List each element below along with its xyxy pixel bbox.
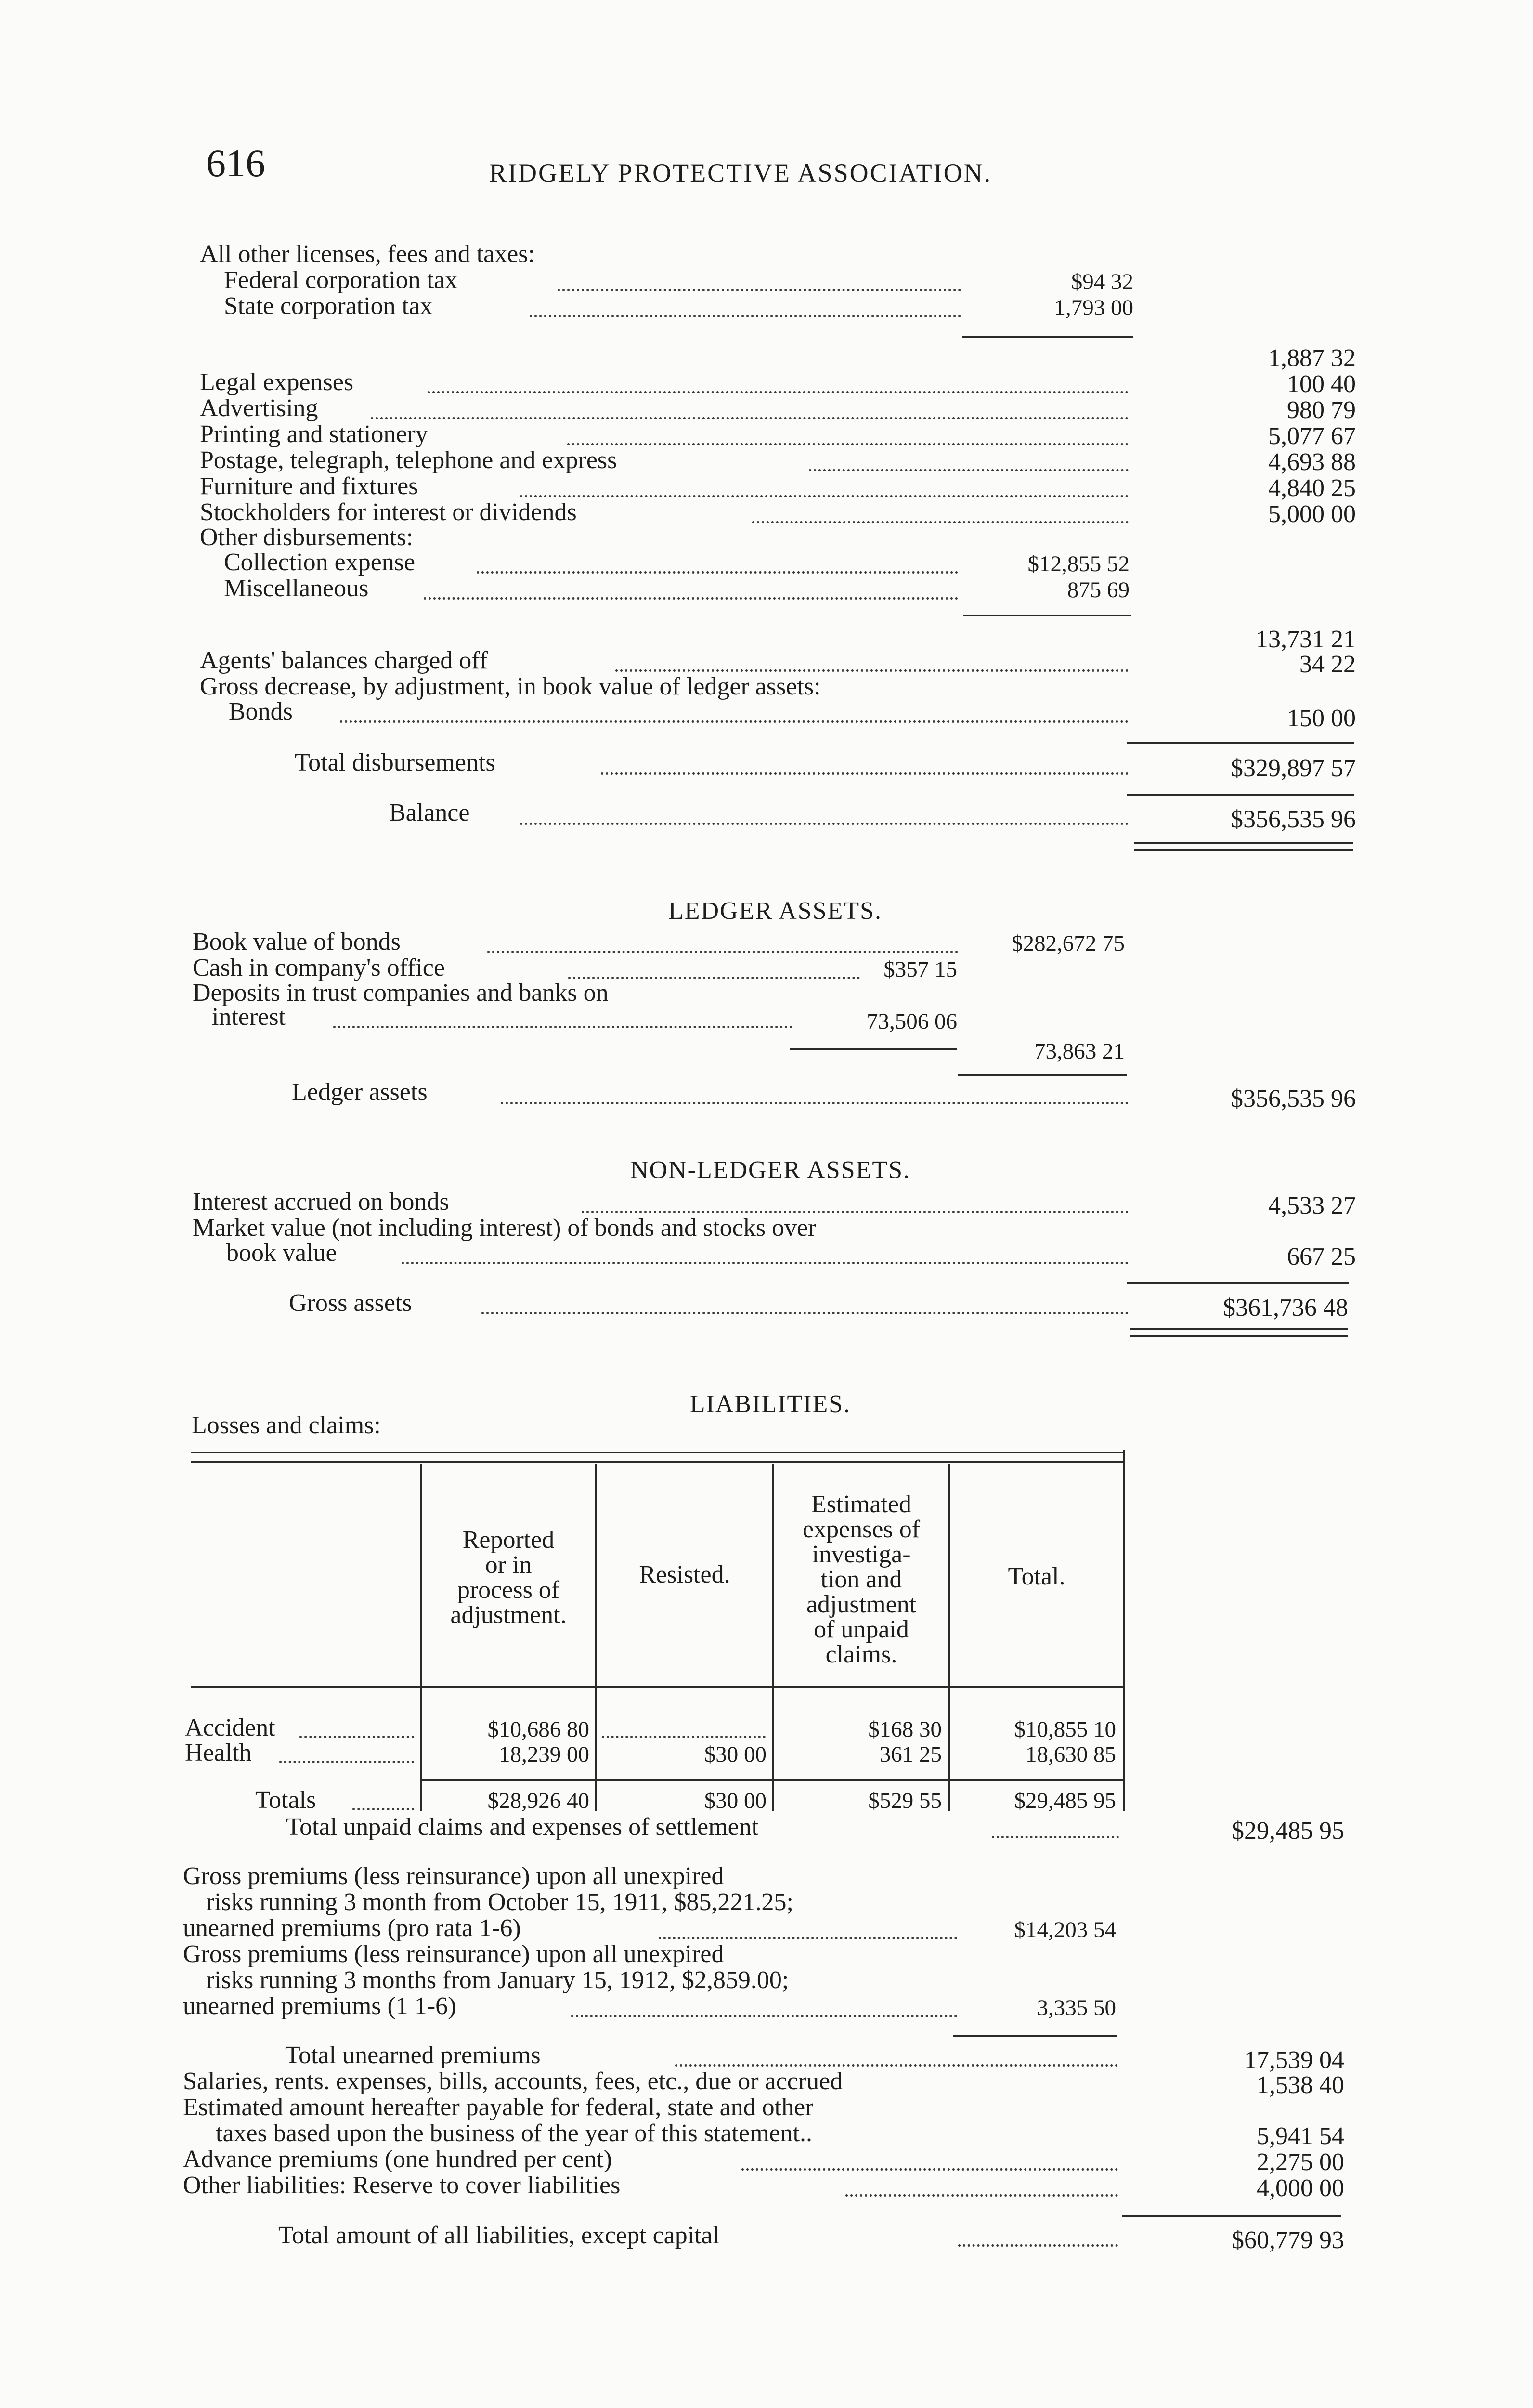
column-divider	[1123, 1450, 1125, 1811]
misc-label: Miscellaneous	[224, 575, 369, 602]
interest-accrued-label: Interest accrued on bonds	[193, 1188, 449, 1216]
furniture-label: Furniture and fixtures	[200, 472, 418, 500]
leader-dots	[520, 495, 1129, 497]
deposits-label-1: Deposits in trust companies and banks on	[193, 979, 609, 1007]
leader-dots	[582, 1211, 1129, 1213]
salaries-value: 1,538 40	[1257, 2071, 1344, 2099]
other-total: 13,731 21	[1256, 626, 1356, 653]
agents-label: Agents' balances charged off	[200, 647, 488, 674]
federal-tax-value: $94 32	[1071, 269, 1133, 294]
leader-dots	[571, 2015, 957, 2017]
gross-premiums-2-line-3: unearned premiums (1 1-6)	[183, 1992, 456, 2020]
printing-label: Printing and stationery	[200, 420, 428, 448]
gross-premiums-2-line-2: risks running 3 months from January 15, 1912, $2,859.00;	[206, 1966, 789, 1994]
cell-resisted: $30 00	[704, 1742, 766, 1767]
bonds-value: 150 00	[1287, 705, 1356, 732]
leader-dots	[481, 1312, 1129, 1314]
advertising-label: Advertising	[200, 394, 318, 422]
market-value-label-1: Market value (not including interest) of bonds and stocks over	[193, 1214, 817, 1242]
rule	[958, 1074, 1127, 1076]
total-liabilities-label: Total amount of all liabilities, except capital	[278, 2222, 720, 2249]
rule	[191, 1452, 1123, 1453]
postage-value: 4,693 88	[1268, 448, 1356, 476]
losses-label: Losses and claims:	[192, 1412, 381, 1439]
gross-assets-value: $361,736 48	[1223, 1294, 1348, 1322]
column-divider	[420, 1464, 422, 1811]
unpaid-claims-label: Total unpaid claims and expenses of settlement	[286, 1813, 759, 1841]
federal-tax-label: Federal corporation tax	[224, 266, 458, 294]
balance-label: Balance	[389, 799, 470, 826]
leader-dots	[477, 571, 958, 574]
licenses-total: 1,887 32	[1268, 344, 1356, 372]
rule	[1130, 1335, 1348, 1337]
collection-label: Collection expense	[224, 549, 416, 576]
rule	[1134, 849, 1353, 851]
licenses-heading: All other licenses, fees and taxes:	[200, 240, 535, 268]
leader-dots	[279, 1761, 414, 1763]
rule	[1127, 742, 1354, 744]
deposits-value: 73,506 06	[867, 1009, 957, 1034]
gross-premiums-2-value: 3,335 50	[1037, 1995, 1116, 2020]
rule	[191, 1461, 1123, 1463]
cell-total: $10,855 10	[1014, 1717, 1116, 1742]
book-value-label: Book value of bonds	[193, 928, 401, 955]
estimated-taxes-label-2: taxes based upon the business of the year of this statement..	[216, 2120, 813, 2147]
rule	[963, 615, 1131, 616]
cash-total: 73,863 21	[1034, 1039, 1125, 1064]
column-divider	[948, 1464, 950, 1811]
cell-reported: 18,239 00	[499, 1742, 589, 1767]
leader-dots	[340, 720, 1129, 723]
market-value-label-2: book value	[226, 1239, 337, 1267]
leader-dots	[602, 1736, 766, 1738]
cash-label: Cash in company's office	[193, 954, 445, 982]
leader-dots	[958, 2244, 1118, 2247]
stockholders-value: 5,000 00	[1268, 500, 1356, 528]
cell-total: $29,485 95	[1014, 1788, 1116, 1813]
other-liabilities-value: 4,000 00	[1257, 2174, 1344, 2202]
agents-value: 34 22	[1299, 651, 1356, 678]
page-number: 616	[206, 141, 265, 185]
cell-estimated: $529 55	[868, 1788, 942, 1813]
non-ledger-assets-heading: NON-LEDGER ASSETS.	[630, 1156, 911, 1184]
leader-dots	[371, 417, 1129, 419]
col-header-total: Total.	[1008, 1563, 1065, 1590]
postage-label: Postage, telegraph, telephone and express	[200, 446, 617, 474]
row-label: Accident	[185, 1714, 275, 1741]
row-label: Health	[185, 1739, 252, 1767]
bonds-label: Bonds	[229, 698, 293, 725]
deposits-label-2: interest	[212, 1003, 286, 1031]
stockholders-label: Stockholders for interest or dividends	[200, 498, 577, 526]
salaries-label: Salaries, rents. expenses, bills, accounts, fees, etc., due or accrued	[183, 2068, 843, 2095]
leader-dots	[675, 2064, 1118, 2067]
unpaid-claims-value: $29,485 95	[1232, 1817, 1344, 1845]
printing-value: 5,077 67	[1268, 422, 1356, 450]
leader-dots	[424, 597, 958, 600]
misc-value: 875 69	[1067, 577, 1130, 602]
gross-premiums-2-line-1: Gross premiums (less reinsurance) upon all unexpired	[183, 1940, 724, 1968]
leader-dots	[845, 2194, 1118, 2197]
interest-accrued-value: 4,533 27	[1268, 1192, 1356, 1219]
liabilities-heading: LIABILITIES.	[689, 1390, 851, 1418]
cell-estimated: 361 25	[879, 1742, 942, 1767]
legal-label: Legal expenses	[200, 368, 354, 396]
total-liabilities-value: $60,779 93	[1232, 2226, 1344, 2254]
rule	[1134, 842, 1353, 844]
rule	[790, 1048, 957, 1050]
leader-dots	[487, 951, 958, 953]
leader-dots	[299, 1736, 414, 1738]
rule	[1127, 794, 1354, 796]
gross-premiums-1-line-2: risks running 3 month from October 15, 1911, $85,221.25;	[206, 1888, 793, 1916]
rule	[191, 1686, 1123, 1688]
collection-value: $12,855 52	[1027, 551, 1130, 576]
estimated-taxes-value: 5,941 54	[1257, 2122, 1344, 2150]
leader-dots	[501, 1102, 1129, 1104]
balance-value: $356,535 96	[1231, 806, 1356, 833]
cell-total: 18,630 85	[1026, 1742, 1116, 1767]
gross-premiums-1-value: $14,203 54	[1014, 1917, 1116, 1942]
leader-dots	[752, 521, 1129, 523]
leader-dots	[992, 1836, 1119, 1838]
unearned-premiums-label: Total unearned premiums	[285, 2042, 541, 2069]
gross-assets-label: Gross assets	[289, 1289, 412, 1317]
rule	[962, 336, 1133, 338]
cell-resisted: $30 00	[704, 1788, 766, 1813]
leader-dots	[741, 2168, 1118, 2171]
running-head: RIDGELY PROTECTIVE ASSOCIATION.	[489, 158, 992, 187]
cell-reported: $10,686 80	[487, 1717, 589, 1742]
cell-estimated: $168 30	[868, 1717, 942, 1742]
cell-reported: $28,926 40	[487, 1788, 589, 1813]
advance-premiums-label: Advance premiums (one hundred per cent)	[183, 2146, 612, 2173]
leader-dots	[568, 977, 860, 979]
rule	[1130, 1328, 1348, 1330]
column-divider	[595, 1464, 597, 1811]
rule	[953, 2035, 1117, 2037]
advertising-value: 980 79	[1287, 396, 1356, 424]
other-liabilities-label: Other liabilities: Reserve to cover liabilities	[183, 2172, 621, 2199]
gross-decrease-heading: Gross decrease, by adjustment, in book value of ledger assets:	[200, 673, 821, 700]
gross-premiums-1-line-1: Gross premiums (less reinsurance) upon all unexpired	[183, 1862, 724, 1890]
leader-dots	[520, 823, 1129, 825]
leader-dots	[659, 1937, 957, 1939]
unearned-premiums-value: 17,539 04	[1244, 2046, 1344, 2074]
ledger-assets-total-value: $356,535 96	[1231, 1085, 1356, 1112]
leader-dots	[615, 669, 1129, 672]
leader-dots	[333, 1026, 792, 1028]
advance-premiums-value: 2,275 00	[1257, 2148, 1344, 2176]
row-label: Totals	[255, 1786, 316, 1814]
market-value-value: 667 25	[1287, 1243, 1356, 1270]
legal-value: 100 40	[1287, 370, 1356, 398]
leader-dots	[402, 1262, 1129, 1264]
col-header-resisted: Resisted.	[639, 1561, 730, 1588]
leader-dots	[352, 1808, 414, 1810]
leader-dots	[530, 315, 961, 317]
col-header-estimated: Estimated expenses of investiga- tion and adjustment of unpaid claims.	[802, 1491, 921, 1668]
rule	[420, 1779, 1123, 1781]
state-tax-value: 1,793 00	[1054, 295, 1133, 320]
ledger-assets-heading: LEDGER ASSETS.	[668, 897, 883, 925]
column-divider	[772, 1464, 774, 1811]
col-header-reported: Reported or in process of adjustment.	[450, 1526, 567, 1629]
ledger-assets-total-label: Ledger assets	[292, 1078, 428, 1106]
gross-premiums-1-line-3: unearned premiums (pro rata 1-6)	[183, 1914, 521, 1942]
leader-dots	[601, 772, 1129, 775]
leader-dots	[567, 443, 1129, 445]
leader-dots	[809, 469, 1129, 471]
rule	[1122, 2215, 1341, 2217]
estimated-taxes-label-1: Estimated amount hereafter payable for federal, state and other	[183, 2094, 814, 2121]
leader-dots	[558, 289, 961, 291]
other-heading: Other disbursements:	[200, 523, 414, 551]
furniture-value: 4,840 25	[1268, 474, 1356, 502]
state-tax-label: State corporation tax	[224, 292, 433, 320]
book-value-value: $282,672 75	[1012, 931, 1125, 956]
total-disbursements-value: $329,897 57	[1231, 755, 1356, 782]
cash-value: $357 15	[883, 957, 957, 982]
rule	[1127, 1282, 1349, 1284]
total-disbursements-label: Total disbursements	[295, 749, 495, 776]
leader-dots	[428, 391, 1129, 393]
